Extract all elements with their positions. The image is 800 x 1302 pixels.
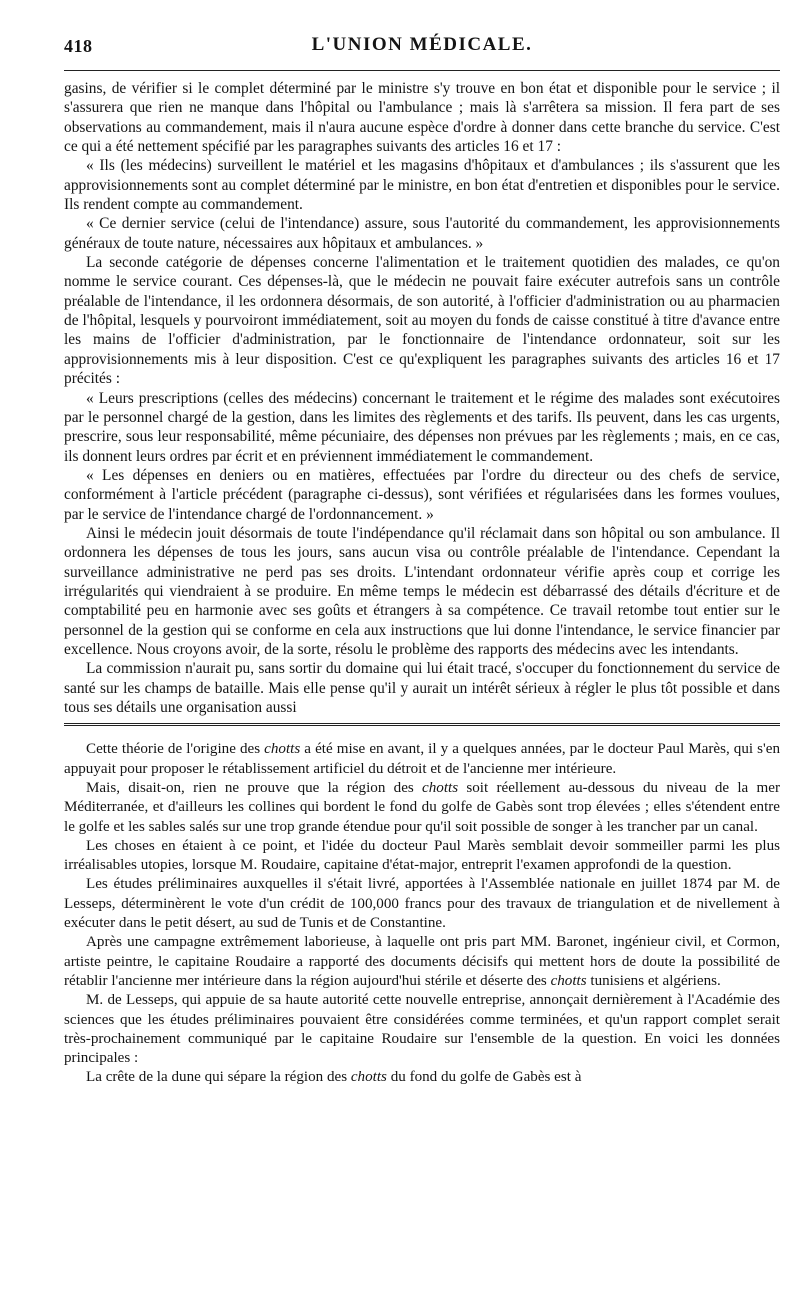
article-paragraph: gasins, de vérifier si le complet déterminé par le ministre s'y trouve en bon état et disponible pour le service ; il s'assurera que rien ne manque dans l'hôpital ou l'ambulance ; mais là s'arrêtera sa mission. Il fera part de ses observations au commandement, mais il n'aura aucune espèce d'ordre à donner dans cette branche du service. C'est ce qui a été nettement spécifié par les paragraphes suivants des articles 16 et 17 : xyxy=(64,80,780,156)
feuilleton-paragraph: Après une campagne extrêmement laborieuse, à laquelle ont pris part MM. Baronet, ingénieur civil, et Cormon, artiste peintre, le capitaine Roudaire a rapporté des documents décisifs qui mettent hors de doute la possibilité de rétablir l'ancienne mer intérieure dans la région aujourd'hui stérile et déserte des chotts tunisiens et algériens. xyxy=(64,934,780,989)
feuilleton-section xyxy=(64,740,780,1087)
page-number: 418 xyxy=(64,36,93,56)
feuilleton-separator xyxy=(64,723,780,728)
feuilleton-paragraph: La crête de la dune qui sépare la région des chotts du fond du golfe de Gabès est à xyxy=(86,1069,582,1086)
feuilleton-paragraph: M. de Lesseps, qui appuie de sa haute autorité cette nouvelle entreprise, annonçait dernièrement à l'Académie des sciences que les études préliminaires pouvaient être considérées comme terminées, et qu'un rapport complet serait très-prochainement communiqué par le capitaine Roudaire sur l'ensemble de la question. En voici les données principales : xyxy=(64,992,780,1067)
main-article xyxy=(64,79,780,717)
article-quote: « Ils (les médecins) surveillent le matériel et les magasins d'hôpitaux et d'ambulances ; ils s'assurent que les approvisionnements sont au complet déterminé par le ministre, en bon état d'entretien et disponibles pour le service. Ils rendent compte au commandement. xyxy=(64,157,780,214)
feuilleton-paragraph: Les études préliminaires auxquelles il s'était livré, apportées à l'Assemblée nationale en juillet 1874 par M. de Lesseps, déterminèrent le vote d'un crédit de 100,000 francs pour des travaux de triangulation et de nivellement à exécuter dans le petit désert, au sud de Tunis et de Constantine. xyxy=(64,876,780,932)
feuilleton-paragraph: Les choses en étaient à ce point, et l'idée du docteur Paul Marès semblait devoir sommeiller parmi les plus irréalisables utopies, lorsque M. Roudaire, capitaine d'état-major, entreprit l'examen approfondi de la question. xyxy=(64,837,780,874)
article-quote: « Ce dernier service (celui de l'intendance) assure, sous l'autorité du commandement, les approvisionnements généraux de toute nature, nécessaires aux hôpitaux et ambulances. » xyxy=(64,215,780,252)
article-paragraph: Ainsi le médecin jouit désormais de toute l'indépendance qu'il réclamait dans son hôpital ou son ambulance. Il ordonnera les dépenses de tous les jours, sans aucun visa ou contrôle préalable de l'intendance. Cependant la surveillance administrative ne perd pas ses droits. L'intendant ordonnateur vérifie après coup et corrige les irrégularités qui viendraient à se produire. En même temps le médecin est débarrassé des détails d'écriture et de comptabilité peu en harmonie avec ses goûts et étrangers à sa compétence. Ce travail retombe tout entier sur le personnel de la gestion qui se conforme en cela aux instructions que lui donne l'intendance, le service financier par excellence. Nous croyons avoir, de la sorte, résolu le problème des rapports des médecins avec les intendants. xyxy=(64,524,780,658)
article-paragraph: La seconde catégorie de dépenses concerne l'alimentation et le traitement quotidien des malades, ce qu'on nomme le service courant. Ces dépenses-là, que le médecin ne pouvait faire exécuter autrefois sans un contrôle préalable de l'intendance, il les ordonnera désormais, de son autorité, à l'officier d'administration ou au pharmacien de l'hôpital, lesquels y pourvoiront immédiatement, soit au moyen du fonds de caisse constitué à titre d'avance entre les mains de l'officier d'administration, par le fonctionnaire de l'intendance ordonnateur, soit sur les approvisionnements mis à leur disposition. C'est ce qu'expliquent les paragraphes suivants des articles 16 et 17 précités : xyxy=(64,254,780,388)
journal-title: L'UNION MÉDICALE. xyxy=(311,34,533,55)
page-header xyxy=(64,30,780,70)
feuilleton-paragraph: Cette théorie de l'origine des chotts a été mise en avant, il y a quelques années, par le docteur Paul Marès, qui s'en appuyait pour proposer le rétablissement artificiel du détroit et de l'ancienne mer intérieure. xyxy=(64,741,780,777)
feuilleton-paragraph: Mais, disait-on, rien ne prouve que la région des chotts soit réellement au-dessous du niveau de la mer Méditerranée, et d'ailleurs les collines qui bordent le fond du golfe de Gabès sont trop élevées ; elles s'étendent entre le golfe et les sables salés sur une trop grande étendue pour qu'il soit possible de songer à les trancher par un canal. xyxy=(64,779,780,835)
article-quote: « Les dépenses en deniers ou en matières, effectuées par l'ordre du directeur ou des chefs de service, conformément à l'article précédent (paragraphe ci-dessus), sont vérifiées et régularisées dans les formes voulues, par le service de l'intendance chargé de l'ordonnancement. » xyxy=(64,466,780,523)
article-paragraph: La commission n'aurait pu, sans sortir du domaine qui lui était tracé, s'occuper du fonctionnement du service de santé sur les champs de bataille. Mais elle pense qu'il y aurait un intérêt sérieux à régler le plus tôt possible et dans tous ses détails une organisation aussi xyxy=(64,660,780,716)
header-rule xyxy=(64,70,780,71)
article-quote: « Leurs prescriptions (celles des médecins) concernant le traitement et le régime des malades sont exécutoires par le personnel chargé de la gestion, dans les limites des règlements et des tarifs. Ils peuvent, dans les cas urgents, prescrire, sous leur responsabilité, même pécuniaire, des dépenses non prévues par les règlements ; mais, en ce cas, ils donnent leurs ordres par écrit et en préviennent immédiatement le commandement. xyxy=(64,389,780,465)
